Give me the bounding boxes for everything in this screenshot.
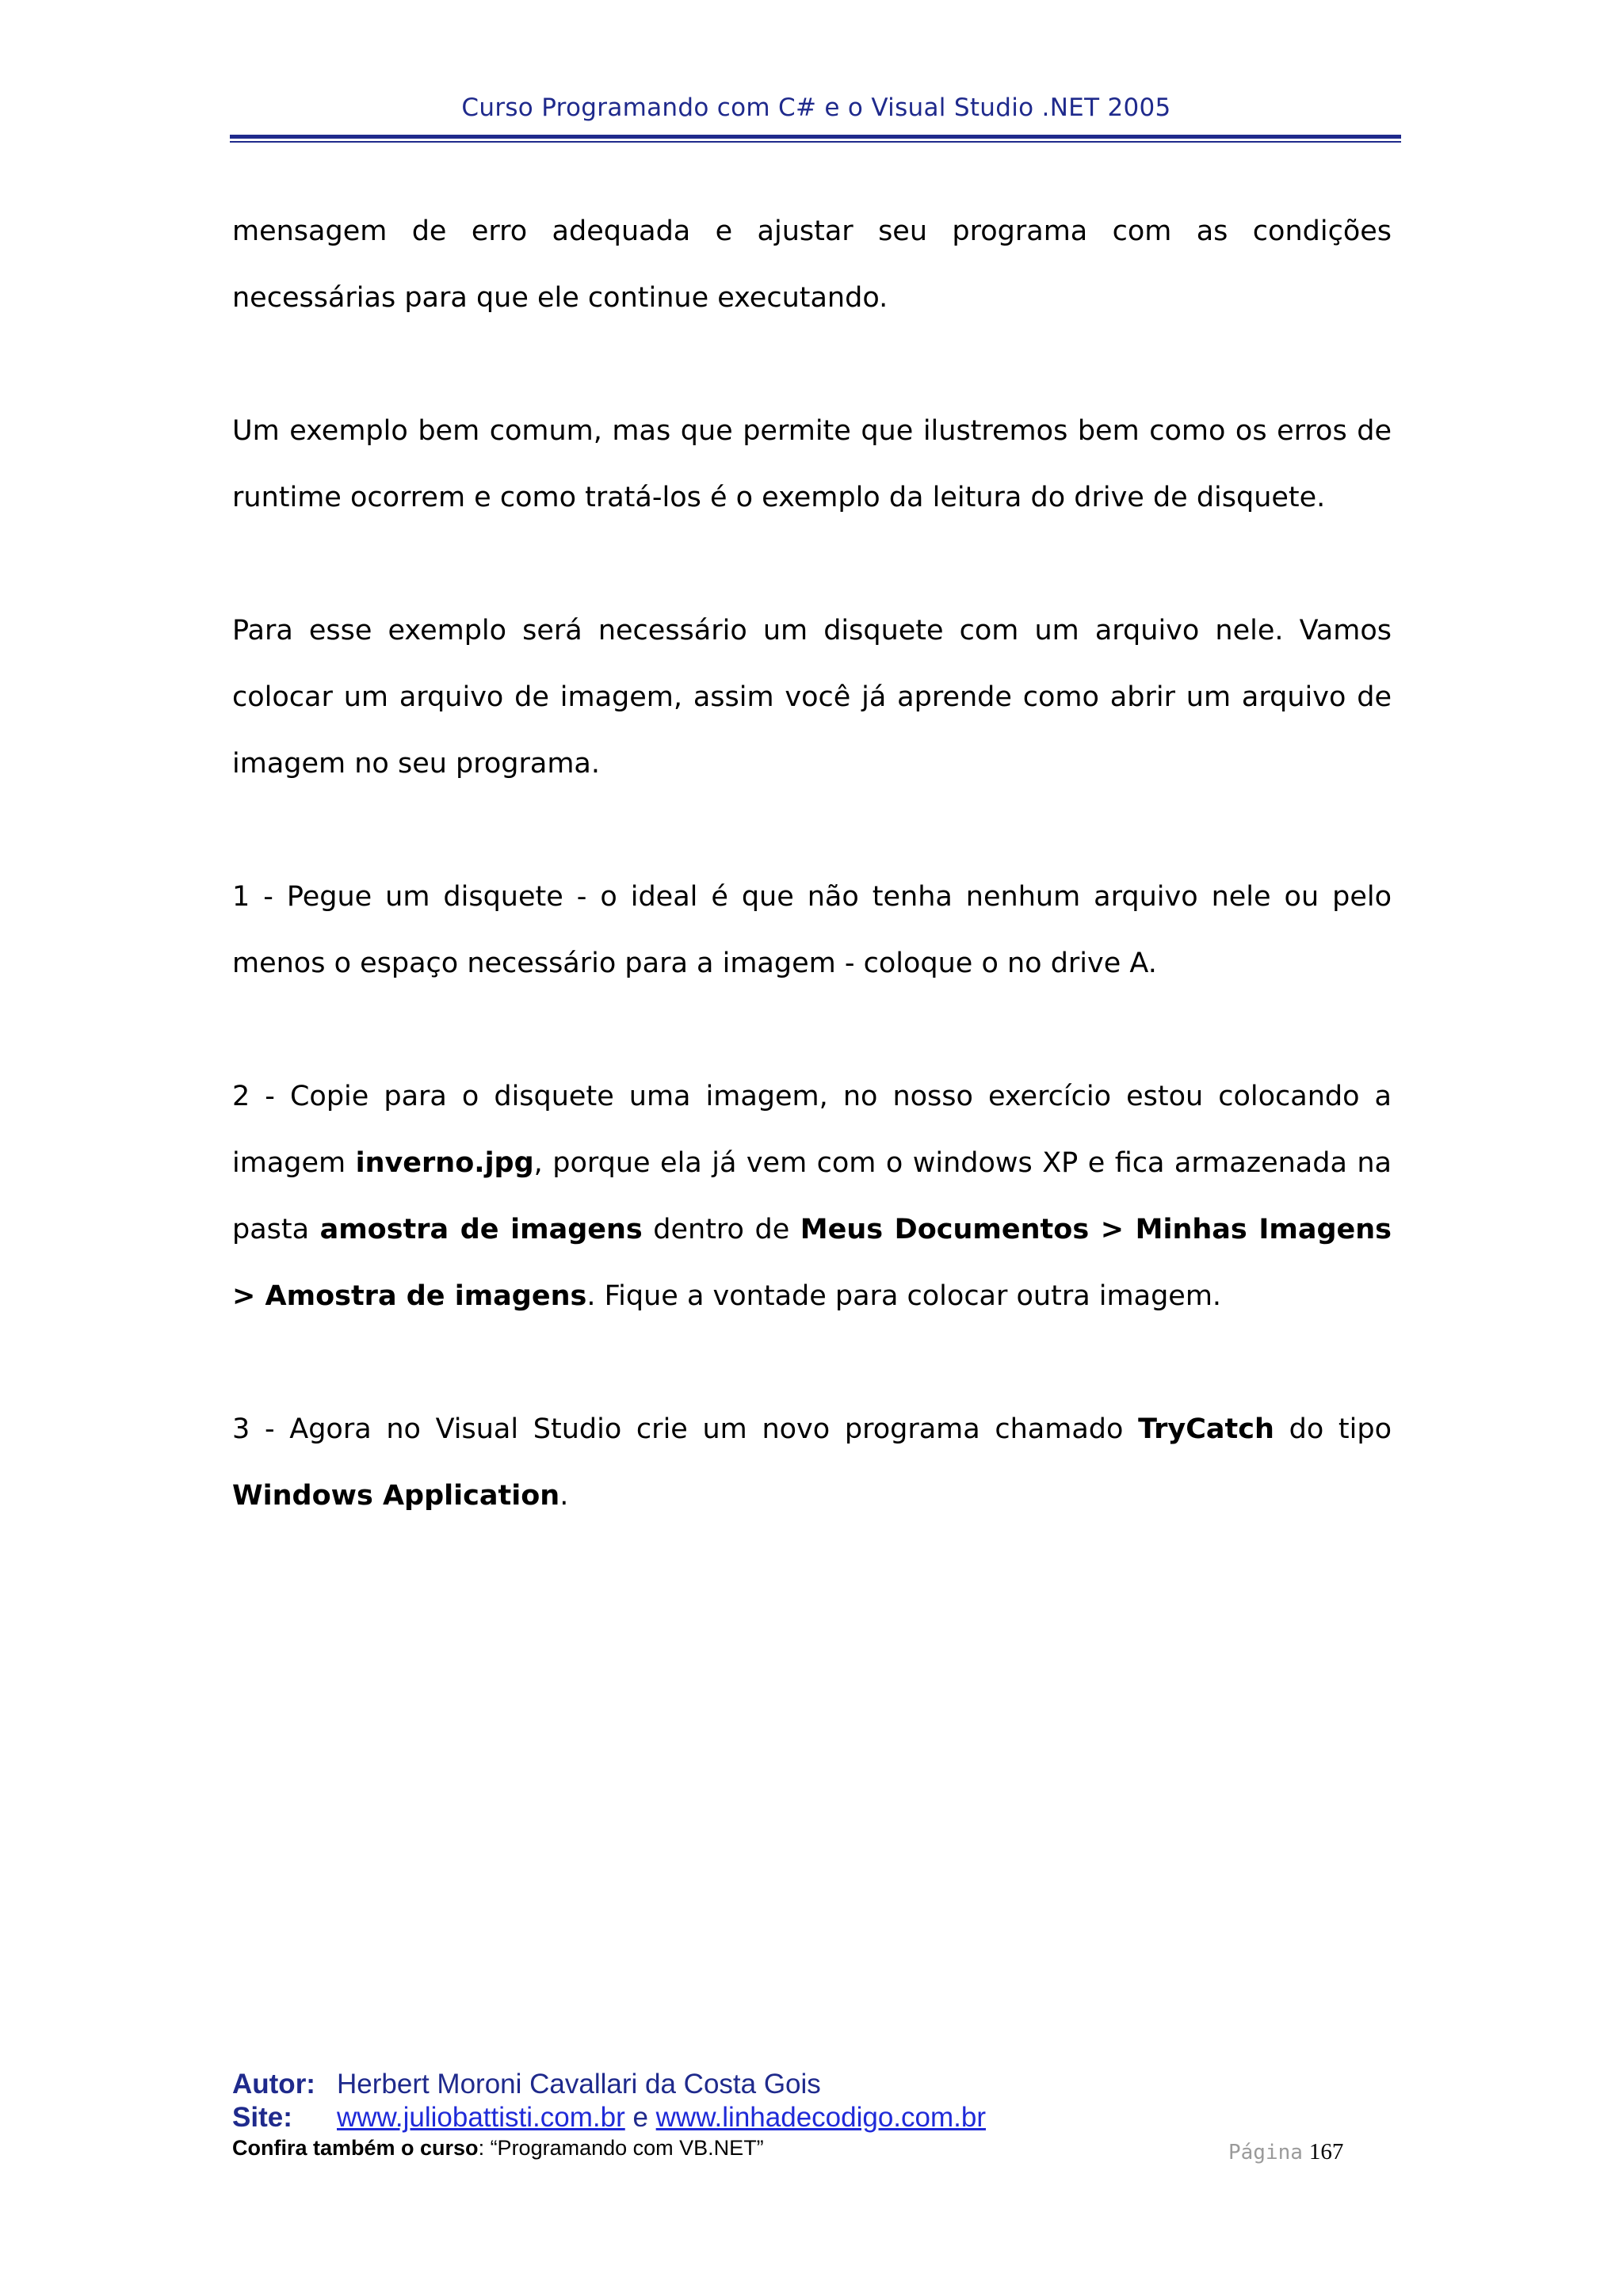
page-number-value: 167 [1308,2139,1344,2164]
page-number [1228,2139,1343,2165]
text-run: , porque ela já vem com o windows XP e fica armazenada na pasta [232,1147,1392,1245]
bold-project-type: Windows Application [232,1480,560,1512]
text-run: . [559,1480,569,1512]
header-rule [230,135,1401,139]
running-header: Curso Programando com C# e o Visual Studio .NET 2005 [461,93,1171,122]
bold-filename: inverno.jpg [355,1147,534,1179]
text-run: dentro de [642,1214,800,1245]
paragraph: Para esse exemplo será necessário um disquete com um arquivo nele. Vamos colocar um arquivo de imagem, assim você já aprende como abrir um arquivo de imagem no seu programa. [232,615,1392,780]
page-footer [232,2068,986,2161]
text-run: 3 - Agora no Visual Studio crie um novo programa chamado [232,1413,1139,1445]
author-name: Herbert Moroni Cavallari da Costa Gois [337,2069,821,2100]
paragraph-step-2 [232,1063,1392,1329]
author-label: Autor: [232,2069,315,2100]
site-separator: e [624,2102,656,2133]
confira-course: : “Programando com VB.NET” [478,2136,764,2160]
bold-path: Meus Documentos > Minhas Imagens > Amostra de imagens [232,1214,1392,1312]
confira-label: Confira também o curso [232,2136,479,2160]
paragraph: mensagem de erro adequada e ajustar seu programa com as condições necessárias para que ele continue executando. [232,215,1392,314]
site-label: Site: [232,2102,292,2133]
bold-project-name: TryCatch [1138,1413,1274,1445]
body-text [232,198,1392,1596]
site-link-linhadecodigo[interactable]: www.linhadecodigo.com.br [655,2102,986,2133]
footer-confira [232,2134,986,2161]
paragraph-step-3 [232,1396,1392,1529]
footer-author [232,2068,986,2101]
paragraph: Um exemplo bem comum, mas que permite que ilustremos bem como os erros de runtime ocorrem e como tratá-los é o exemplo da leitura do drive de disquete. [232,415,1392,513]
footer-site [232,2101,986,2134]
text-run: do tipo [1274,1413,1392,1445]
text-run: . Fique a vontade para colocar outra imagem. [586,1280,1222,1312]
text-run: 2 - Copie para o disquete uma imagem, no nosso exercício estou colocando a imagem [232,1081,1392,1179]
site-link-juliobattisti[interactable]: www.juliobattisti.com.br [337,2102,625,2133]
header-rule-thin [230,141,1401,143]
paragraph: 1 - Pegue um disquete - o ideal é que não tenha nenhum arquivo nele ou pelo menos o espaço necessário para a imagem - coloque o no drive A. [232,881,1392,979]
page-word: Página [1228,2141,1303,2164]
bold-folder: amostra de imagens [319,1214,643,1245]
